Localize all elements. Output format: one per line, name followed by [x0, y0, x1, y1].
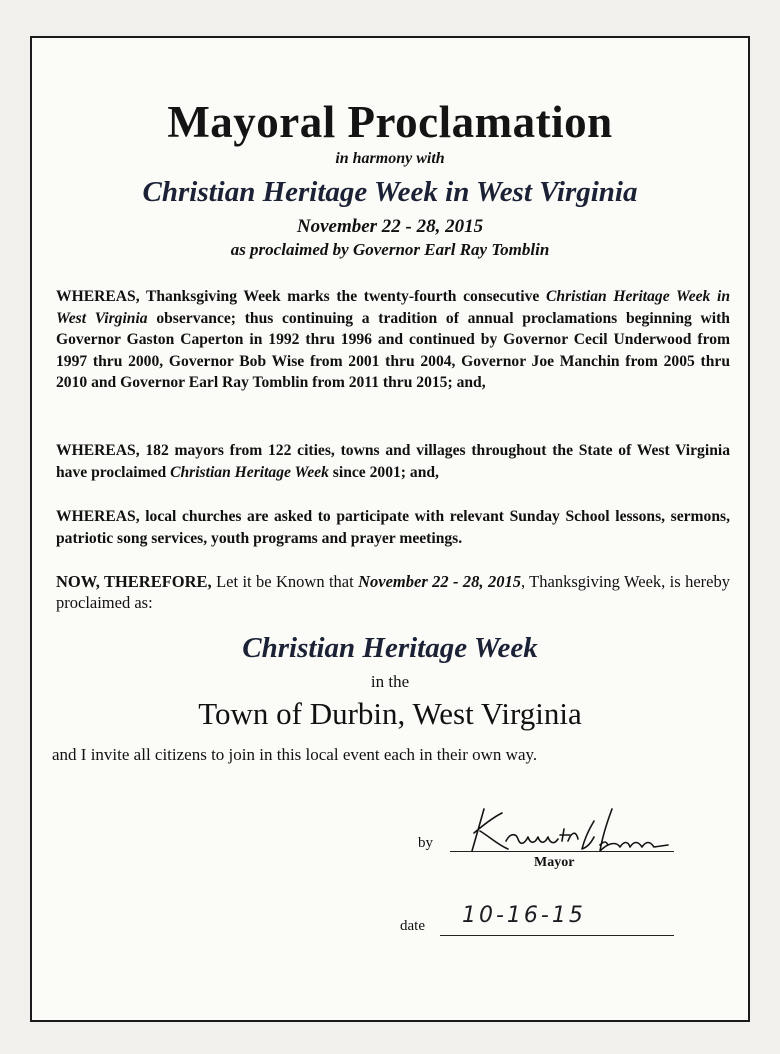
- date-label: date: [400, 918, 425, 934]
- whereas-paragraph-3: WHEREAS, local churches are asked to participate with relevant Sunday School lessons, sermons, patriotic song services, youth programs and prayer meetings.: [56, 508, 730, 547]
- therefore-paragraph: [56, 571, 730, 613]
- proclaimed-by: as proclaimed by Governor Earl Ray Tomblin: [230, 240, 550, 259]
- in-the-label: in the: [370, 672, 410, 691]
- p4-text-a: Let it be Known that: [211, 572, 359, 591]
- week-title: Christian Heritage Week in West Virginia: [142, 176, 638, 208]
- p2-text-b: since 2001; and,: [328, 463, 439, 481]
- whereas-paragraph-2: [56, 440, 730, 483]
- p1-text-b: observance; thus continuing a tradition of annual proclamations beginning with Governor Gaston Caperton in 1992 thru 1996 and continued by Governor Cecil Underwood from 1997 thru 2000, Governor Bob Wise from 2001 thru 2004, Governor Joe Manchin from 2005 thru 2010 and Governor Earl Ray Tomblin from 2011 thru 2015; and,: [56, 309, 730, 391]
- p1-emphasis: Christian Heritage Week in West Virginia: [56, 288, 730, 327]
- proclaimed-week: Christian Heritage Week: [242, 632, 538, 664]
- mayor-signature: [444, 801, 674, 857]
- p4-lead: NOW, THEREFORE,: [56, 572, 212, 591]
- event-dates: November 22 - 28, 2015: [296, 216, 484, 237]
- signature-line: [450, 851, 674, 852]
- invitation-text: and I invite all citizens to join in this local event each in their own way.: [52, 745, 538, 764]
- p2-text-a: WHEREAS, 182 mayors from 122 cities, towns and villages throughout the State of West Virginia have proclaimed: [56, 442, 730, 481]
- date-line: [440, 935, 674, 936]
- proclamation-sheet: [30, 36, 750, 1022]
- p4-emphasis: November 22 - 28, 2015: [358, 572, 521, 591]
- document-title: Mayoral Proclamation: [167, 97, 613, 147]
- p4-text-b: , Thanksgiving Week, is hereby proclaimed as:: [56, 572, 730, 612]
- p1-text-a: WHEREAS, Thanksgiving Week marks the twenty-fourth consecutive: [56, 288, 546, 305]
- whereas-paragraph-1: [56, 286, 730, 394]
- p2-emphasis: Christian Heritage Week: [170, 463, 329, 481]
- mayor-role-label: Mayor: [534, 855, 575, 870]
- by-label: by: [418, 835, 433, 851]
- town-name: Town of Durbin, West Virginia: [198, 696, 582, 731]
- handwritten-date: 10-16-15: [462, 903, 586, 928]
- harmony-subtitle: in harmony with: [335, 150, 445, 167]
